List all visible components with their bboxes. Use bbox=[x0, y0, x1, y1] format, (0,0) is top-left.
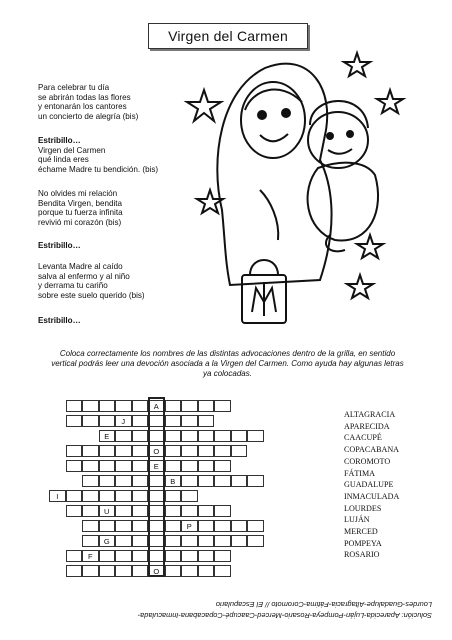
grid-cell[interactable] bbox=[66, 400, 83, 412]
grid-cell[interactable] bbox=[148, 550, 165, 562]
word-list bbox=[344, 409, 399, 561]
grid-cell[interactable] bbox=[165, 460, 182, 472]
grid-cell[interactable] bbox=[214, 400, 231, 412]
grid-cell[interactable] bbox=[181, 535, 198, 547]
grid-cell[interactable] bbox=[198, 400, 215, 412]
grid-cell[interactable] bbox=[115, 505, 132, 517]
grid-cell[interactable] bbox=[148, 415, 165, 427]
grid-cell[interactable] bbox=[82, 475, 99, 487]
grid-cell[interactable] bbox=[198, 445, 215, 457]
grid-cell[interactable] bbox=[148, 535, 165, 547]
grid-cell[interactable] bbox=[214, 430, 231, 442]
grid-cell[interactable] bbox=[99, 400, 116, 412]
grid-cell[interactable] bbox=[247, 475, 264, 487]
grid-cell[interactable] bbox=[247, 535, 264, 547]
solution-line: Solución: Aparecida-Luján-Pompeya-Rosario-Merced-Caacupé-Copacabana-Inmaculada- bbox=[137, 611, 432, 620]
grid-cell[interactable] bbox=[165, 430, 182, 442]
page-title: Virgen del Carmen bbox=[148, 23, 308, 49]
grid-cell[interactable] bbox=[181, 445, 198, 457]
grid-cell[interactable] bbox=[82, 535, 99, 547]
word-item: POMPEYA bbox=[344, 538, 382, 548]
lyric-line: Para celebrar tu día bbox=[38, 83, 110, 92]
grid-cell[interactable]: I bbox=[49, 490, 66, 502]
grid-cell[interactable]: P bbox=[181, 520, 198, 532]
instructions-text: Coloca correctamente los nombres de las distintas advocaciones dentro de la grilla, en sentido vertical podrás leer una devoción asociada a la Virgen del Carmen. Como ayuda hay algunas letras ya colocadas. bbox=[51, 349, 404, 378]
grid-cell[interactable]: J bbox=[115, 415, 132, 427]
grid-cell[interactable] bbox=[132, 475, 149, 487]
grid-cell[interactable] bbox=[198, 535, 215, 547]
grid-cell[interactable] bbox=[82, 505, 99, 517]
grid-cell[interactable] bbox=[181, 475, 198, 487]
solution-line: Lourdes-Guadalupe-Altagracia-Fátima-Coromoto // El Escapulario bbox=[215, 600, 432, 609]
word-item: ALTAGRACIA bbox=[344, 410, 396, 419]
word-item: GUADALUPE bbox=[344, 480, 394, 490]
grid-cell[interactable] bbox=[181, 565, 198, 577]
virgin-and-child-illustration bbox=[170, 50, 430, 350]
grid-cell[interactable] bbox=[148, 475, 165, 487]
lyric-line: y derrama tu cariño bbox=[38, 281, 108, 291]
grid-cell[interactable] bbox=[198, 520, 215, 532]
grid-cell[interactable] bbox=[231, 430, 248, 442]
grid-cell[interactable] bbox=[198, 565, 215, 577]
grid-cell[interactable] bbox=[115, 460, 132, 472]
grid-cell[interactable] bbox=[66, 460, 83, 472]
lyric-line: Virgen del Carmen bbox=[38, 145, 106, 155]
word-item: INMACULADA bbox=[344, 491, 400, 501]
grid-cell[interactable] bbox=[181, 505, 198, 517]
grid-cell[interactable] bbox=[99, 445, 116, 457]
lyric-line: revivió mi corazón (bis) bbox=[38, 217, 122, 227]
lyric-line: sobre este suelo querido (bis) bbox=[38, 290, 145, 300]
grid-cell[interactable] bbox=[99, 550, 116, 562]
grid-cell[interactable] bbox=[181, 490, 198, 502]
grid-cell[interactable] bbox=[198, 415, 215, 427]
grid-cell[interactable]: O bbox=[148, 445, 165, 457]
grid-cell[interactable]: B bbox=[165, 475, 182, 487]
grid-cell[interactable] bbox=[132, 400, 149, 412]
grid-cell[interactable] bbox=[214, 445, 231, 457]
grid-cell[interactable] bbox=[82, 415, 99, 427]
chorus-label: Estribillo… bbox=[38, 136, 81, 145]
grid-cell[interactable] bbox=[99, 520, 116, 532]
grid-cell[interactable] bbox=[214, 505, 231, 517]
grid-cell[interactable] bbox=[66, 445, 83, 457]
grid-cell[interactable] bbox=[165, 415, 182, 427]
lyric-line: se abrirán todas las flores bbox=[38, 92, 131, 102]
grid-cell[interactable] bbox=[198, 430, 215, 442]
grid-cell[interactable] bbox=[231, 445, 248, 457]
grid-cell[interactable]: U bbox=[99, 505, 116, 517]
song-chorus bbox=[38, 136, 158, 174]
grid-cell[interactable] bbox=[115, 430, 132, 442]
word-item: FÁTIMA bbox=[344, 468, 376, 478]
grid-cell[interactable] bbox=[82, 400, 99, 412]
lyric-line: échame Madre tu bendición. (bis) bbox=[38, 164, 159, 174]
grid-cell[interactable] bbox=[247, 520, 264, 532]
grid-cell[interactable] bbox=[214, 520, 231, 532]
grid-cell[interactable] bbox=[132, 550, 149, 562]
grid-cell[interactable] bbox=[82, 490, 99, 502]
grid-cell[interactable] bbox=[198, 505, 215, 517]
grid-cell[interactable] bbox=[115, 535, 132, 547]
grid-cell[interactable] bbox=[214, 535, 231, 547]
grid-cell[interactable] bbox=[165, 520, 182, 532]
grid-cell[interactable] bbox=[115, 445, 132, 457]
grid-cell[interactable] bbox=[214, 565, 231, 577]
grid-cell[interactable] bbox=[214, 550, 231, 562]
lyric-line: Bendita Virgen, bendita bbox=[38, 198, 123, 208]
grid-cell[interactable] bbox=[214, 460, 231, 472]
grid-cell[interactable] bbox=[165, 400, 182, 412]
word-item: APARECIDA bbox=[344, 421, 390, 431]
grid-cell[interactable] bbox=[99, 460, 116, 472]
word-item: ROSARIO bbox=[344, 550, 380, 560]
word-item: LUJÁN bbox=[344, 515, 370, 525]
grid-cell[interactable] bbox=[66, 565, 83, 577]
grid-cell[interactable] bbox=[132, 535, 149, 547]
grid-cell[interactable] bbox=[132, 445, 149, 457]
grid-cell[interactable] bbox=[132, 430, 149, 442]
grid-cell[interactable] bbox=[82, 460, 99, 472]
song-stanza-2 bbox=[38, 189, 123, 227]
grid-cell[interactable] bbox=[99, 490, 116, 502]
grid-cell[interactable] bbox=[181, 430, 198, 442]
lyric-line: qué linda eres bbox=[38, 155, 89, 165]
grid-cell[interactable] bbox=[82, 565, 99, 577]
grid-cell[interactable] bbox=[115, 565, 132, 577]
song-stanza-1 bbox=[38, 83, 138, 121]
grid-cell[interactable] bbox=[148, 490, 165, 502]
grid-cell[interactable] bbox=[198, 460, 215, 472]
grid-cell[interactable] bbox=[181, 400, 198, 412]
grid-cell[interactable] bbox=[115, 550, 132, 562]
grid-cell[interactable] bbox=[148, 505, 165, 517]
grid-cell[interactable] bbox=[115, 520, 132, 532]
lyric-line: un concierto de alegría (bis) bbox=[38, 111, 139, 121]
word-item: MERCED bbox=[344, 527, 378, 537]
chorus-label: Estribillo… bbox=[38, 316, 81, 325]
grid-cell[interactable] bbox=[181, 460, 198, 472]
grid-cell[interactable] bbox=[214, 475, 231, 487]
grid-cell[interactable] bbox=[165, 505, 182, 517]
grid-cell[interactable] bbox=[165, 445, 182, 457]
lyric-line: No olvides mi relación bbox=[38, 189, 118, 198]
grid-cell[interactable] bbox=[132, 565, 149, 577]
grid-cell[interactable] bbox=[132, 415, 149, 427]
grid-cell[interactable] bbox=[99, 415, 116, 427]
grid-cell[interactable] bbox=[66, 415, 83, 427]
grid-cell[interactable]: O bbox=[148, 565, 165, 577]
chorus-repeat-1 bbox=[38, 241, 81, 251]
grid-cell[interactable] bbox=[231, 535, 248, 547]
grid-cell[interactable] bbox=[115, 400, 132, 412]
grid-cell[interactable] bbox=[132, 505, 149, 517]
word-item: CAACUPÉ bbox=[344, 433, 382, 443]
grid-cell[interactable]: A bbox=[148, 400, 165, 412]
grid-cell[interactable]: E bbox=[148, 460, 165, 472]
grid-cell[interactable] bbox=[181, 415, 198, 427]
grid-cell[interactable] bbox=[231, 520, 248, 532]
grid-cell[interactable] bbox=[247, 430, 264, 442]
grid-cell[interactable] bbox=[165, 490, 182, 502]
grid-cell[interactable] bbox=[99, 475, 116, 487]
lyric-line: y entonarán los cantores bbox=[38, 102, 127, 112]
grid-cell[interactable] bbox=[82, 520, 99, 532]
lyric-line: porque tu fuerza infinita bbox=[38, 208, 123, 218]
chorus-repeat-2 bbox=[38, 316, 81, 326]
grid-cell[interactable] bbox=[132, 490, 149, 502]
lyric-line: Levanta Madre al caído bbox=[38, 262, 123, 271]
grid-cell[interactable] bbox=[66, 550, 83, 562]
grid-cell[interactable] bbox=[165, 535, 182, 547]
grid-cell[interactable] bbox=[181, 550, 198, 562]
grid-cell[interactable] bbox=[198, 475, 215, 487]
grid-cell[interactable]: G bbox=[99, 535, 116, 547]
grid-cell[interactable] bbox=[115, 490, 132, 502]
upside-down-solution bbox=[26, 595, 432, 621]
grid-cell[interactable] bbox=[231, 475, 248, 487]
grid-cell[interactable] bbox=[66, 490, 83, 502]
word-item: COPACABANA bbox=[344, 445, 400, 455]
grid-cell[interactable] bbox=[99, 565, 116, 577]
grid-cell[interactable] bbox=[132, 520, 149, 532]
song-stanza-3 bbox=[38, 262, 145, 300]
grid-cell[interactable]: F bbox=[82, 550, 99, 562]
grid-cell[interactable] bbox=[148, 520, 165, 532]
word-item: LOURDES bbox=[344, 503, 382, 513]
grid-cell[interactable] bbox=[115, 475, 132, 487]
grid-cell[interactable] bbox=[132, 460, 149, 472]
grid-cell[interactable] bbox=[148, 430, 165, 442]
grid-cell[interactable] bbox=[66, 505, 83, 517]
grid-cell[interactable]: E bbox=[99, 430, 116, 442]
grid-cell[interactable] bbox=[165, 565, 182, 577]
chorus-label: Estribillo… bbox=[38, 241, 81, 250]
lyric-line: salva al enfermo y al niño bbox=[38, 271, 130, 281]
grid-cell[interactable] bbox=[82, 445, 99, 457]
grid-cell[interactable] bbox=[165, 550, 182, 562]
grid-cell[interactable] bbox=[198, 550, 215, 562]
word-item: COROMOTO bbox=[344, 456, 391, 466]
